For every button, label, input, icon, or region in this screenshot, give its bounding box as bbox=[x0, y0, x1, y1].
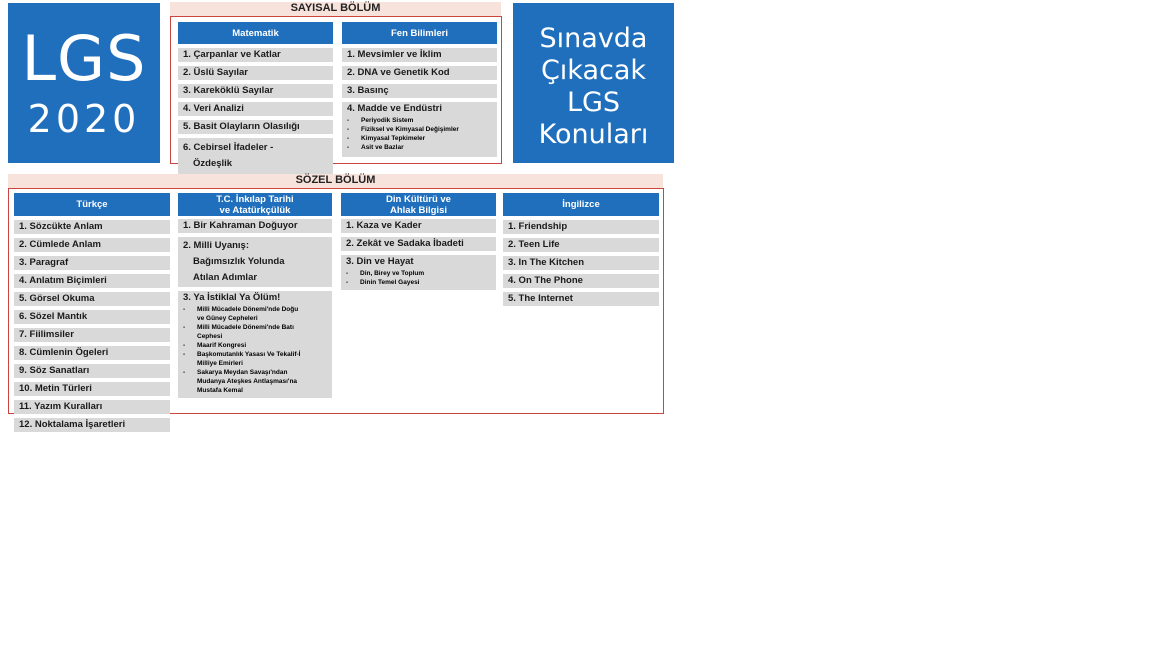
header-line: ve Atatürkçülük bbox=[219, 204, 291, 216]
list-item: 1. Sözcükte Anlam bbox=[14, 220, 170, 234]
din-header bbox=[341, 193, 496, 216]
header-line: Din Kültürü ve bbox=[386, 193, 451, 205]
list-item: 3. Basınç bbox=[342, 84, 497, 98]
fen-header: Fen Bilimleri bbox=[342, 22, 497, 44]
list-item: 2. Zekât ve Sadaka İbadeti bbox=[341, 237, 496, 251]
list-item: 5. Basit Olayların Olasılığı bbox=[178, 120, 333, 134]
sub-item: - Sakarya Meydan Savaşı'ndan Mudanya Ateşkes Antlaşması'na Mustafa Kemal bbox=[183, 369, 298, 394]
inkilap-column bbox=[178, 193, 332, 398]
list-item: 9. Söz Sanatları bbox=[14, 364, 170, 378]
list-item: 1. Bir Kahraman Doğuyor bbox=[178, 219, 332, 233]
list-item bbox=[178, 237, 332, 287]
list-item: 3. Paragraf bbox=[14, 256, 170, 270]
header-line: Ahlak Bilgisi bbox=[389, 204, 447, 216]
sub-item: - Milli Mücadele Dönemi'nde Doğu ve Güney Cepheleri bbox=[183, 306, 299, 322]
list-item-group bbox=[342, 102, 497, 157]
list-item: 3. Ya İstiklal Ya Ölüm! bbox=[183, 292, 281, 303]
matematik-header: Matematik bbox=[178, 22, 333, 44]
list-item: 4. On The Phone bbox=[503, 274, 659, 288]
list-item-group bbox=[178, 291, 332, 398]
list-item: 1. Çarpanlar ve Katlar bbox=[178, 48, 333, 62]
sub-item: - Asit ve Bazlar bbox=[347, 144, 404, 151]
list-item: 4. Madde ve Endüstri bbox=[347, 103, 443, 114]
turkce-header: Türkçe bbox=[14, 193, 170, 216]
sub-item: - Milli Mücadele Dönemi'nde Batı Cephesi bbox=[183, 324, 294, 340]
din-column bbox=[341, 193, 496, 290]
ingilizce-column bbox=[503, 193, 659, 306]
fen-column bbox=[342, 22, 497, 157]
list-item: 3. In The Kitchen bbox=[503, 256, 659, 270]
list-item: 12. Noktalama İşaretleri bbox=[14, 418, 170, 432]
caption-line: Çıkacak bbox=[540, 55, 647, 86]
sozel-title: SÖZEL BÖLÜM bbox=[8, 174, 663, 188]
list-item-line: 2. Milli Uyanış: bbox=[183, 240, 249, 251]
ingilizce-header: İngilizce bbox=[503, 193, 659, 216]
caption-line: LGS bbox=[566, 87, 621, 118]
list-item-line: Atılan Adımlar bbox=[193, 272, 258, 283]
sub-item: - Maarif Kongresi bbox=[183, 342, 247, 349]
list-item: 11. Yazım Kuralları bbox=[14, 400, 170, 414]
list-item-line: Özdeşlik bbox=[193, 158, 233, 169]
list-item: 2. DNA ve Genetik Kod bbox=[342, 66, 497, 80]
caption-line: Konuları bbox=[538, 119, 649, 150]
list-item: 4. Veri Analizi bbox=[178, 102, 333, 116]
sub-item: - Kimyasal Tepkimeler bbox=[347, 135, 426, 142]
list-item: 5. Görsel Okuma bbox=[14, 292, 170, 306]
sub-item: - Periyodik Sistem bbox=[347, 117, 414, 124]
sub-item: - Din, Birey ve Toplum bbox=[346, 270, 425, 277]
list-item: 1. Mevsimler ve İklim bbox=[342, 48, 497, 62]
lgs-logo-block bbox=[8, 3, 160, 163]
sub-item: - Dinin Temel Gayesi bbox=[346, 279, 420, 286]
inkilap-header bbox=[178, 193, 332, 216]
header-line: T.C. İnkılap Tarihi bbox=[216, 193, 294, 205]
lgs-title: LGS bbox=[21, 22, 147, 95]
list-item: 10. Metin Türleri bbox=[14, 382, 170, 396]
list-item: 7. Fiilimsiler bbox=[14, 328, 170, 342]
list-item: 2. Üslü Sayılar bbox=[178, 66, 333, 80]
sub-item: - Başkomutanlık Yasası Ve Tekalif-İ Milliye Emirleri bbox=[183, 351, 301, 367]
list-item: 3. Kareköklü Sayılar bbox=[178, 84, 333, 98]
lgs-year: 2020 bbox=[27, 97, 141, 141]
sub-item: - Fiziksel ve Kimyasal Değişimler bbox=[347, 126, 459, 133]
caption-line: Sınavda bbox=[539, 23, 648, 54]
list-item bbox=[178, 138, 333, 175]
list-item: 4. Anlatım Biçimleri bbox=[14, 274, 170, 288]
list-item: 1. Friendship bbox=[503, 220, 659, 234]
caption-block bbox=[513, 3, 674, 163]
list-item: 1. Kaza ve Kader bbox=[341, 219, 496, 233]
list-item: 2. Teen Life bbox=[503, 238, 659, 252]
turkce-column bbox=[14, 193, 170, 432]
list-item-line: 6. Cebirsel İfadeler - bbox=[183, 142, 274, 153]
list-item: 5. The Internet bbox=[503, 292, 659, 306]
list-item: 2. Cümlede Anlam bbox=[14, 238, 170, 252]
list-item-group bbox=[341, 255, 496, 290]
list-item: 6. Sözel Mantık bbox=[14, 310, 170, 324]
list-item-line: Bağımsızlık Yolunda bbox=[193, 256, 285, 267]
matematik-column bbox=[178, 22, 333, 175]
list-item: 3. Din ve Hayat bbox=[346, 256, 414, 267]
list-item: 8. Cümlenin Ögeleri bbox=[14, 346, 170, 360]
sayisal-title: SAYISAL BÖLÜM bbox=[170, 2, 501, 16]
